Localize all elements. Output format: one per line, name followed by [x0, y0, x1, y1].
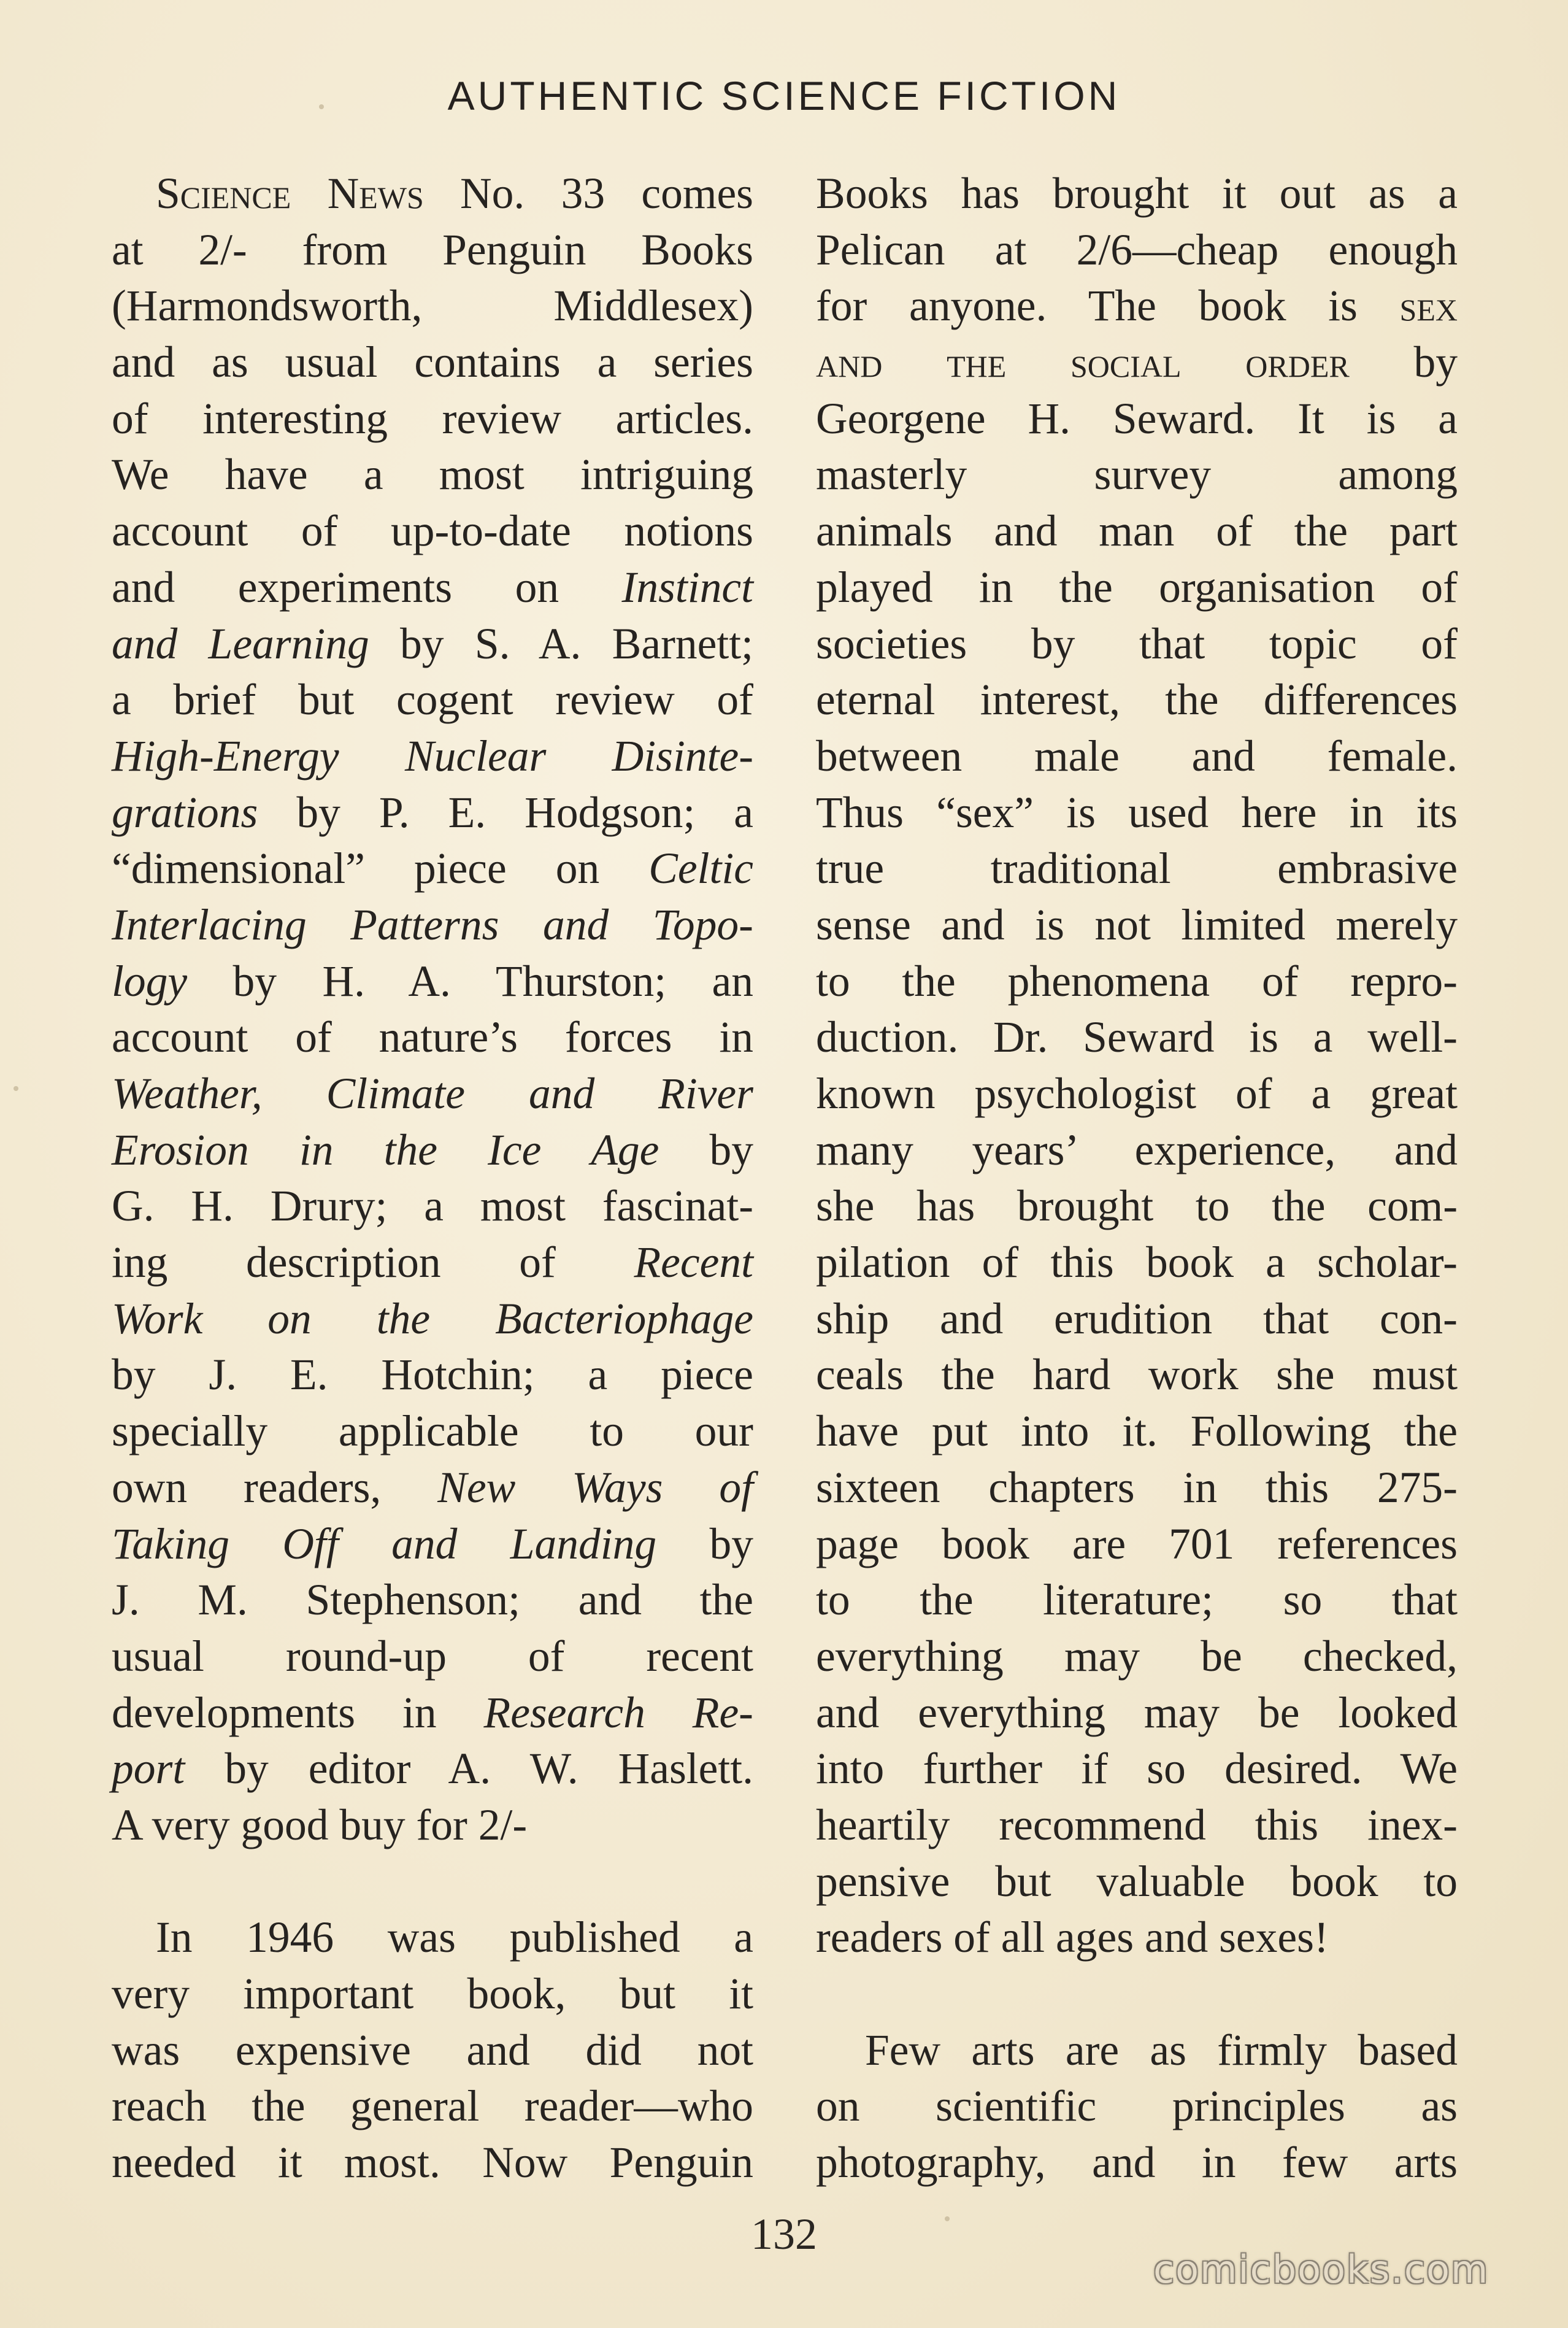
text-line: and the social order by: [816, 338, 1458, 387]
text-line: was expensive and did not: [112, 2025, 753, 2075]
text-line: true traditional embrasive: [816, 844, 1458, 893]
text-line: [112, 897, 753, 954]
text-line: Few arts are as firmly based: [865, 2025, 1458, 2075]
text-line: needed it most. Now Penguin: [112, 2138, 753, 2187]
text-line: Erosion in the Ice Age by: [112, 1125, 754, 1174]
left-column: [112, 166, 753, 2191]
text-line: between male and female.: [816, 731, 1458, 780]
text-line: duction. Dr. Seward is a well-: [816, 1013, 1458, 1062]
text-line: and Learning by S. A. Barnett;: [112, 619, 753, 668]
text-line: photography, and in few arts: [816, 2138, 1458, 2187]
article-title: grations: [112, 788, 258, 837]
text-line: We have a most intriguing: [112, 450, 753, 499]
text-line: Georgene H. Seward. It is a: [816, 394, 1458, 443]
text-line: In 1946 was published a: [156, 1913, 753, 1962]
text-line: by J. E. Hotchin; a piece: [112, 1351, 753, 1400]
text-line: reach the general reader—who: [112, 2082, 753, 2131]
text-line: usual round-up of recent: [112, 1632, 753, 1681]
text-line: Science News No. 33 comes: [156, 169, 754, 218]
text-line: have put into it. Following the: [816, 1407, 1458, 1456]
text-line: played in the organisation of: [816, 563, 1458, 612]
article-title: and Learning: [112, 619, 369, 668]
text-line: masterly survey among: [816, 450, 1458, 499]
paper-speck: [945, 2216, 950, 2221]
text-line: to the literature; so that: [816, 1576, 1458, 1625]
paper-speck: [13, 1086, 18, 1091]
text-line: pensive but valuable book to: [816, 1857, 1458, 1906]
text-line: ship and erudition that con-: [816, 1294, 1458, 1343]
text-line: to the phenomena of repro-: [816, 957, 1458, 1006]
article-title: logy: [112, 957, 188, 1006]
paragraph-gap: [112, 1854, 753, 1910]
article-title: Taking Off and Landing: [112, 1519, 657, 1568]
text-line: page book are 701 references: [816, 1519, 1458, 1568]
article-title: port: [112, 1744, 185, 1794]
text-line: [112, 1291, 753, 1347]
text-line: very important book, but it: [112, 1970, 753, 2018]
text-line: Thus “sex” is used here in its: [816, 788, 1458, 837]
article-title: Research Re-: [483, 1688, 753, 1737]
text-line: animals and man of the part: [816, 507, 1458, 556]
text-line: sixteen chapters in this 275-: [816, 1463, 1458, 1512]
article-title: Recent: [634, 1238, 753, 1287]
article-title: New Ways of: [437, 1463, 753, 1512]
text-line: ceals the hard work she must: [816, 1351, 1458, 1400]
text-line: [112, 728, 753, 785]
text-line: developments in Research Re-: [112, 1688, 753, 1737]
text-line: G. H. Drury; a most fascinat-: [112, 1182, 753, 1231]
text-line: eternal interest, the differences: [816, 676, 1458, 725]
text-line: readers of all ages and sexes!: [816, 1913, 1329, 1962]
text-line: for anyone. The book is sex: [816, 282, 1458, 331]
text-line: societies by that topic of: [816, 619, 1458, 668]
text-line: account of nature’s forces in: [112, 1013, 753, 1062]
text-line: and as usual contains a series: [112, 338, 753, 387]
text-line: pilation of this book a scholar-: [816, 1238, 1458, 1287]
text-line: [112, 1066, 753, 1122]
text-line: of interesting review articles.: [112, 394, 753, 443]
article-title: Celtic: [648, 844, 753, 893]
text-line: port by editor A. W. Haslett.: [112, 1744, 753, 1794]
article-title: Work on the Bacteriophage: [112, 1294, 753, 1343]
text-line: logy by H. A. Thurston; an: [112, 957, 753, 1006]
text-line: at 2/- from Penguin Books: [112, 225, 753, 274]
paper-speck: [319, 104, 324, 109]
text-line: Taking Off and Landing by: [112, 1519, 754, 1568]
article-title: Weather, Climate and River: [112, 1070, 753, 1118]
text-line: everything may be checked,: [816, 1632, 1458, 1681]
text-line: known psychologist of a great: [816, 1070, 1458, 1118]
text-line: J. M. Stephenson; and the: [112, 1576, 753, 1625]
article-title: Instinct: [621, 563, 753, 612]
article-title: High-Energy Nuclear Disinte-: [112, 731, 753, 780]
text-line: heartily recommend this inex-: [816, 1800, 1458, 1849]
text-line: grations by P. E. Hodgson; a: [112, 788, 753, 837]
text-line: sense and is not limited merely: [816, 900, 1458, 949]
text-line: Pelican at 2/6—cheap enough: [816, 225, 1458, 274]
text-line: A very good buy for 2/-: [112, 1800, 528, 1849]
text-line: ing description of Recent: [112, 1238, 753, 1287]
text-line: Books has brought it out as a: [816, 169, 1458, 218]
book-title: and the social order: [816, 338, 1350, 387]
text-line: own readers, New Ways of: [112, 1463, 753, 1512]
text-line: specially applicable to our: [112, 1407, 753, 1456]
text-line: many years’ experience, and: [816, 1125, 1458, 1174]
text-line: “dimensional” piece on Celtic: [112, 844, 753, 893]
publication-name: Science News: [156, 169, 424, 218]
text-line: (Harmondsworth, Middlesex): [112, 282, 753, 331]
text-line: on scientific principles as: [816, 2082, 1458, 2131]
text-line: and experiments on Instinct: [112, 563, 753, 612]
right-column: [816, 166, 1458, 2191]
book-title: sex: [1399, 282, 1458, 331]
text-line: a brief but cogent review of: [112, 676, 753, 725]
article-title: Erosion in the Ice Age: [112, 1125, 659, 1174]
text-line: account of up-to-date notions: [112, 507, 753, 556]
text-line: she has brought to the com-: [816, 1182, 1458, 1231]
page-number: 132: [751, 2210, 817, 2259]
paragraph-gap: [816, 1966, 1458, 2022]
running-title: AUTHENTIC SCIENCE FICTION: [447, 73, 1121, 118]
text-line: into further if so desired. We: [816, 1744, 1458, 1794]
watermark: comicbooks.com: [1153, 2247, 1489, 2292]
article-title: Interlacing Patterns and Topo-: [112, 900, 753, 949]
text-line: and everything may be looked: [816, 1688, 1458, 1737]
